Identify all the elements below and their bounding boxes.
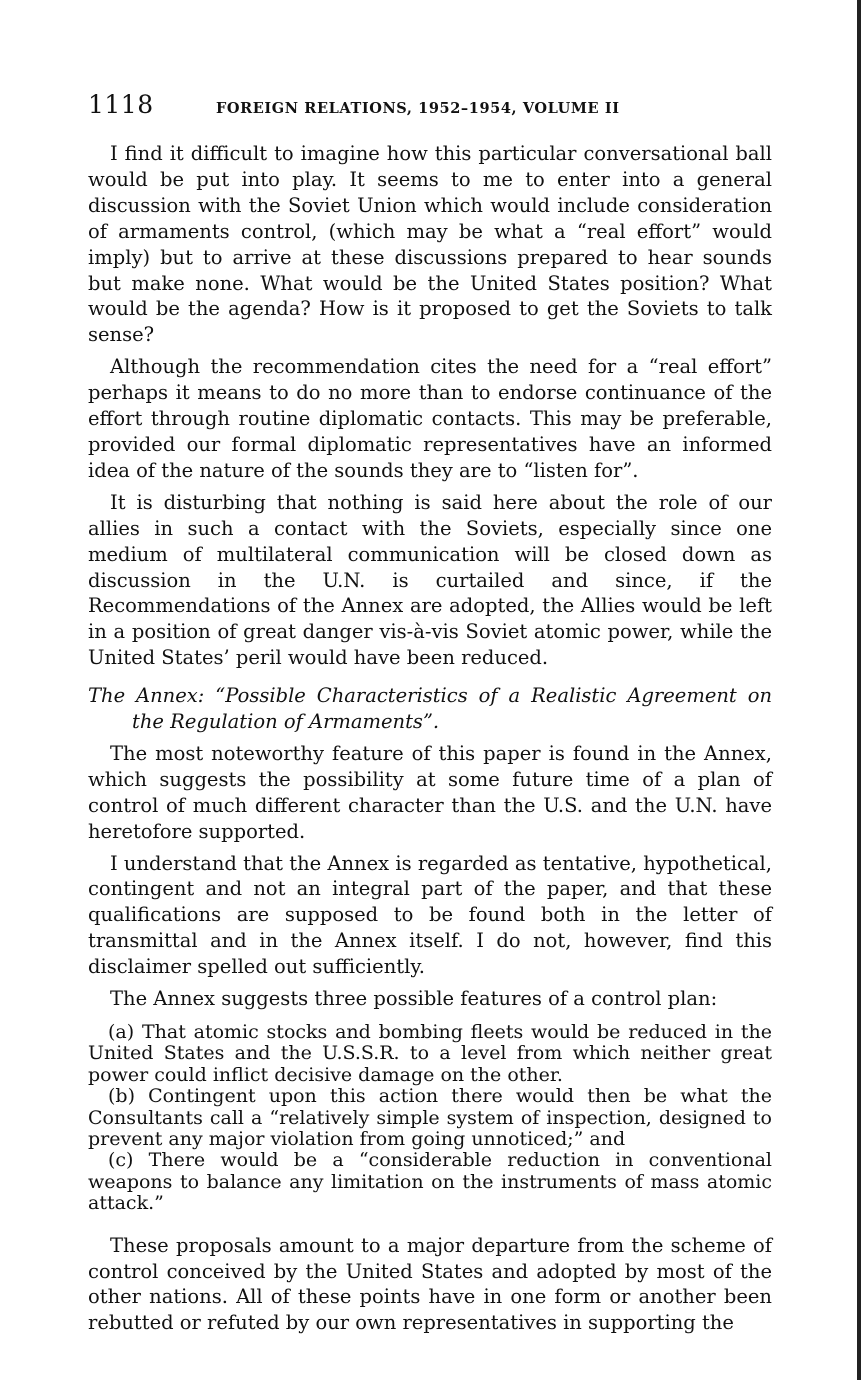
paragraph: These proposals amount to a major departure from the scheme of control conceived by the United States and adopted by most of the other nations. All of these points have in one form or another been rebutted or refuted by our own representatives in supporting the xyxy=(88,1233,772,1335)
paragraph: The most noteworthy feature of this paper is found in the Annex, which suggests the possibility at some future time of a plan of control of much different character than the U.S. and the U.N. have heretofore supported. xyxy=(88,741,772,843)
list-item: (b) Contingent upon this action there would then be what the Consultants call a “relatively simple system of inspection, designed to prevent any major violation from going unnoticed;” and xyxy=(88,1085,772,1151)
running-head: FOREIGN RELATIONS, 1952–1954, VOLUME II xyxy=(216,100,620,117)
list-item: (a) That atomic stocks and bombing fleets would be reduced in the United States and the U.S.S.R. to a level from which neither great power could inflict decisive damage on the other. xyxy=(88,1021,772,1086)
list-item: (c) There would be a “considerable reduction in conventional weapons to balance any limitation on the instruments of mass atomic attack.” xyxy=(88,1149,772,1215)
paragraph: I find it difficult to imagine how this particular conversational ball would be put into play. It seems to me to enter into a general discussion with the Soviet Union which would include consideration of armaments control, (which may be what a “real effort” would imply) but to arrive at these discussions prepared to hear sounds but make none. What would be the United States position? What would be the agenda? How is it proposed to get the Soviets to talk sense? xyxy=(88,142,772,347)
feature-list xyxy=(88,1022,772,1215)
page-header xyxy=(88,90,778,124)
section-heading: The Annex: “Possible Characteristics of a Realistic Agreement on the Regulation of Armaments”. xyxy=(88,684,772,734)
paragraph: It is disturbing that nothing is said here about the role of our allies in such a contact with the Soviets, especially since one medium of multilateral communication will be closed down as discussion in the U.N. is curtailed and since, if the Recommendations of the Annex are adopted, the Allies would be left in a position of great danger vis-à-vis Soviet atomic power, while the United States’ peril would have been reduced. xyxy=(88,490,772,670)
paragraph: Although the recommendation cites the need for a “real effort” perhaps it means to do no more than to endorse continuance of the effort through routine diplomatic contacts. This may be preferable, provided our formal diplomatic representatives have an informed idea of the nature of the sounds they are to “listen for”. xyxy=(88,355,772,482)
page-number: 1118 xyxy=(88,90,154,119)
paragraph: I understand that the Annex is regarded as tentative, hypothetical, contingent and not an integral part of the paper, and that these qualifications are supposed to be found both in the letter of transmittal and in the Annex itself. I do not, however, find this disclaimer spelled out sufficiently. xyxy=(88,851,772,979)
paragraph: The Annex suggests three possible features of a control plan: xyxy=(110,987,718,1011)
page-edge-shadow xyxy=(857,0,861,1380)
page-body xyxy=(88,141,772,1336)
